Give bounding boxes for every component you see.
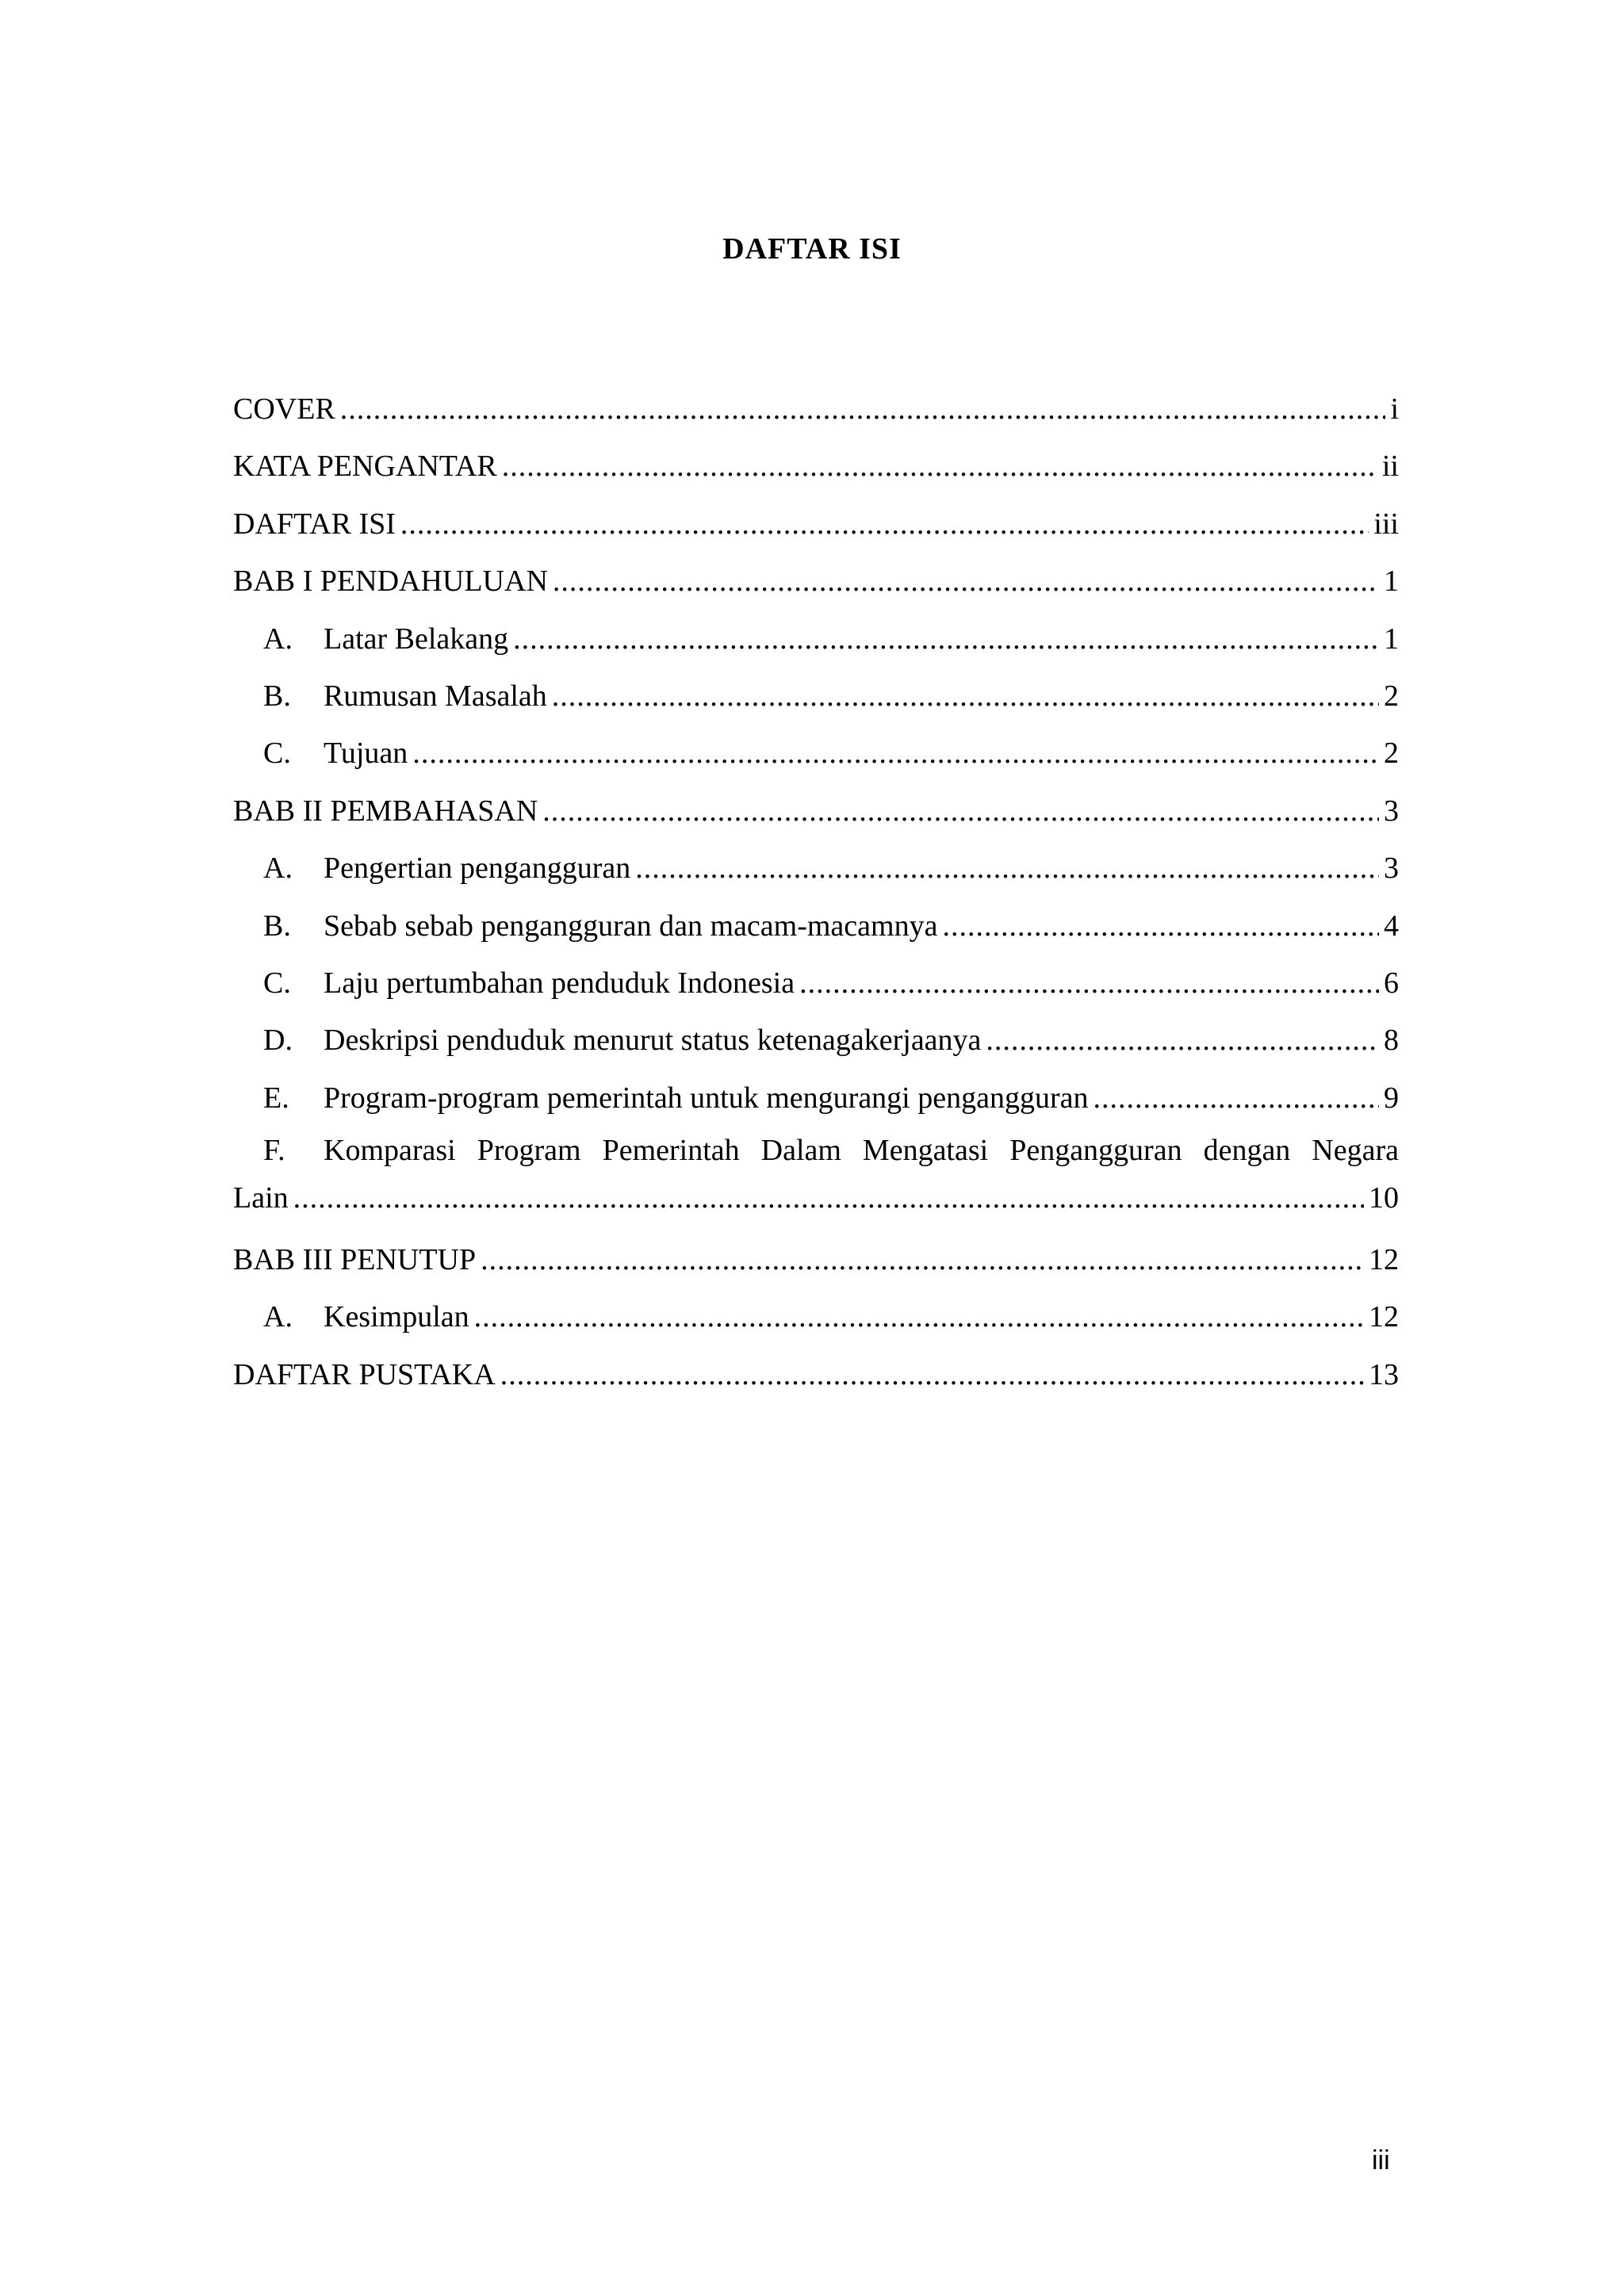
toc-entry-sebab — [233, 897, 1399, 955]
toc-entry-label: DAFTAR PUSTAKA — [233, 1357, 496, 1391]
toc-entry-bab-3 — [233, 1231, 1399, 1288]
toc-entry-marker: A. — [263, 851, 293, 886]
toc-entry-label: Program-program pemerintah untuk mengurangi pengangguran — [324, 1081, 1089, 1115]
toc-entry-bab-1 — [233, 553, 1399, 610]
toc-entry-label: BAB II PEMBAHASAN — [233, 794, 538, 828]
dot-leader — [635, 840, 1379, 897]
toc-entry-page: 4 — [1384, 909, 1399, 943]
toc-entry-page: 3 — [1384, 794, 1399, 828]
dot-leader — [474, 1288, 1364, 1345]
toc-entry-marker: B. — [263, 679, 291, 713]
dot-leader — [500, 1346, 1364, 1403]
toc-entry-label: BAB I PENDAHULUAN — [233, 564, 548, 599]
toc-entry-marker: D. — [263, 1024, 293, 1058]
toc-entry-page: iii — [1373, 507, 1399, 541]
table-of-contents — [233, 381, 1399, 1403]
toc-entry-label: Rumusan Masalah — [324, 679, 547, 713]
toc-entry-label: Tujuan — [324, 737, 408, 771]
toc-entry-page: 12 — [1369, 1243, 1399, 1277]
toc-entry-label: BAB III PENUTUP — [233, 1243, 477, 1277]
toc-entry-label: KATA PENGANTAR — [233, 450, 497, 484]
dot-leader — [400, 496, 1369, 553]
toc-entry-label: Kesimpulan — [324, 1300, 469, 1334]
toc-entry-label: Pengertian pengangguran — [324, 851, 631, 886]
toc-entry-page: 2 — [1384, 679, 1399, 713]
toc-entry-label-line2: Lain — [233, 1181, 289, 1215]
toc-entry-label: COVER — [233, 392, 335, 426]
toc-entry-pengertian — [233, 840, 1399, 897]
toc-entry-bab-2 — [233, 783, 1399, 840]
dot-leader — [553, 553, 1379, 610]
dot-leader — [799, 955, 1379, 1012]
toc-entry-label-line1: Komparasi Program Pemerintah Dalam Mengatasi Pengangguran dengan Negara — [324, 1134, 1399, 1168]
dot-leader — [542, 783, 1379, 840]
dot-leader — [502, 438, 1377, 495]
toc-entry-page: 6 — [1384, 966, 1399, 1000]
toc-entry-page: 1 — [1384, 564, 1399, 599]
toc-entry-label: Laju pertumbahan penduduk Indonesia — [324, 966, 795, 1000]
toc-entry-marker: A. — [263, 1300, 293, 1334]
dot-leader — [986, 1012, 1379, 1069]
dot-leader — [340, 381, 1386, 438]
toc-entry-label: DAFTAR ISI — [233, 507, 396, 541]
toc-entry-program — [233, 1070, 1399, 1127]
toc-entry-page: 1 — [1384, 622, 1399, 656]
dot-leader — [552, 668, 1379, 725]
toc-entry-label: Latar Belakang — [324, 622, 509, 656]
toc-entry-label: Sebab sebab pengangguran dan macam-macamnya — [324, 909, 938, 943]
toc-entry-label: Deskripsi penduduk menurut status ketenagakerjaanya — [324, 1024, 982, 1058]
toc-entry-marker: F. — [263, 1134, 285, 1168]
toc-entry-tujuan — [233, 725, 1399, 782]
toc-entry-page: 3 — [1384, 851, 1399, 886]
page-number: iii — [1372, 2145, 1390, 2175]
dot-leader — [412, 725, 1379, 782]
toc-entry-page: ii — [1381, 450, 1399, 484]
toc-entry-komparasi — [233, 1127, 1399, 1231]
toc-entry-rumusan-masalah — [233, 668, 1399, 725]
toc-entry-page: 2 — [1384, 737, 1399, 771]
dot-leader — [293, 1174, 1364, 1222]
toc-entry-marker: C. — [263, 737, 291, 771]
toc-entry-daftar-isi — [233, 496, 1399, 553]
toc-entry-page: i — [1390, 392, 1399, 426]
toc-entry-page: 13 — [1369, 1357, 1399, 1391]
toc-entry-laju — [233, 955, 1399, 1012]
dot-leader — [942, 897, 1379, 955]
toc-entry-latar-belakang — [233, 610, 1399, 668]
toc-entry-marker: B. — [263, 909, 291, 943]
toc-entry-page: 12 — [1369, 1300, 1399, 1334]
toc-entry-deskripsi — [233, 1012, 1399, 1069]
toc-entry-marker: A. — [263, 622, 293, 656]
toc-entry-kata-pengantar — [233, 438, 1399, 495]
toc-entry-marker: E. — [263, 1081, 289, 1115]
toc-entry-page: 9 — [1384, 1081, 1399, 1115]
dot-leader — [1094, 1070, 1380, 1127]
toc-entry-kesimpulan — [233, 1288, 1399, 1345]
toc-entry-page: 8 — [1384, 1024, 1399, 1058]
dot-leader — [513, 610, 1379, 668]
toc-entry-cover — [233, 381, 1399, 438]
toc-entry-marker: C. — [263, 966, 291, 1000]
page-title: DAFTAR ISI — [722, 232, 902, 266]
dot-leader — [481, 1231, 1364, 1288]
toc-entry-page: 10 — [1369, 1181, 1399, 1215]
toc-entry-daftar-pustaka — [233, 1346, 1399, 1403]
